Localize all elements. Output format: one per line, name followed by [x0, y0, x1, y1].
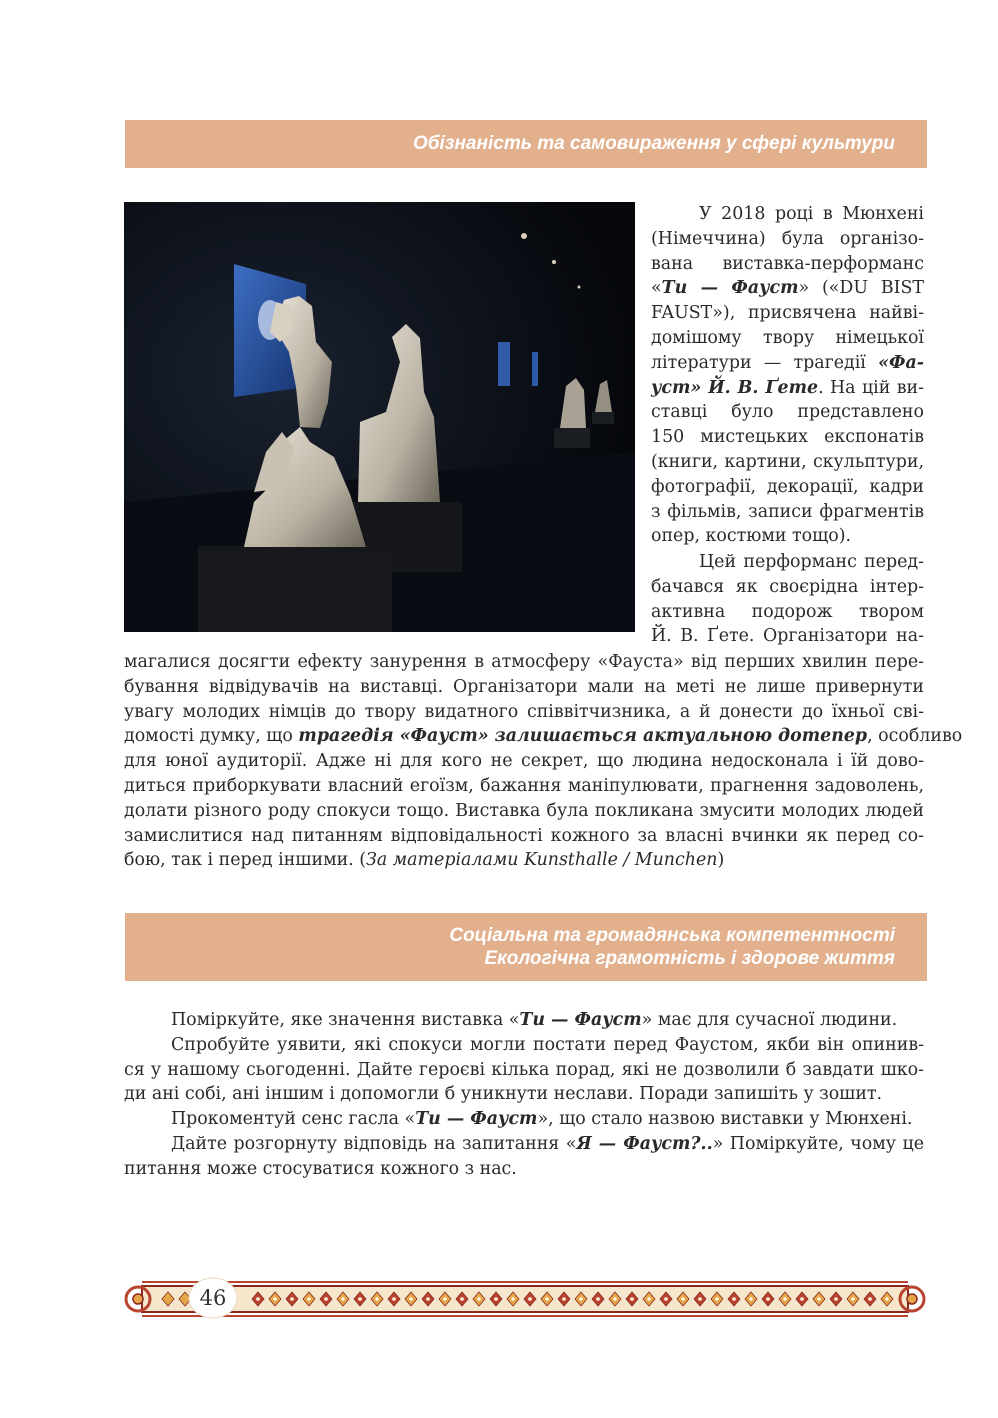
- text-line: вана виставка-перформанс: [651, 253, 924, 274]
- text-line: магалися досягти ефекту занурення в атмосферу «Фауста» від перших хвилин пере-: [124, 652, 924, 672]
- text-line: ставці було представлено: [651, 402, 924, 423]
- text-line: Й. В. Ґете. Організатори на-: [651, 626, 924, 647]
- text-line: уст» Й. В. Ґете. На цій ви-: [651, 377, 924, 398]
- text-line: бування відвідувачів на виставці. Організатори мали на меті не лише привернути: [124, 676, 924, 697]
- text-line: замислитися над питанням відповідальності кожного за власні вчинки як перед со-: [124, 825, 924, 846]
- section-banner-line: Екологічна грамотність і здорове життя: [484, 948, 895, 969]
- text-line: 150 мистецьких експонатів: [651, 427, 924, 448]
- text-line: (книги, картини, скульптури,: [651, 451, 924, 472]
- article-paragraph-1: [651, 202, 924, 549]
- folk-pattern-ornament-icon: [124, 1270, 926, 1328]
- text-line: для юної аудиторії. Адже ні для кого не секрет, що людина недосконала і їй дово-: [124, 751, 924, 772]
- task-3: Прокоментуй сенс гасла «Ти — Фауст», що стало назвою виставки у Мюнхені.: [171, 1109, 913, 1130]
- section-banner-line: Соціальна та громадянська компетентності: [449, 925, 895, 946]
- text-line: увагу молодих німців до твору видатного співвітчизника, а й донести до їхньої сві-: [124, 701, 924, 722]
- text-line: домішому твору німецької: [651, 327, 924, 348]
- tasks-block: [124, 1008, 924, 1182]
- text-line: домості думку, що трагедія «Фауст» залишається актуальною дотепер, особливо: [124, 726, 963, 747]
- task-2-line: Спробуйте уявити, які спокуси могли постати перед Фаустом, якби він опинив-: [171, 1034, 924, 1055]
- article-paragraph-2: [124, 650, 963, 873]
- text-line: «Ти — Фауст» («DU BIST: [651, 278, 924, 299]
- header-banner: [125, 120, 927, 168]
- text-line: (Німеччина) була організо-: [651, 228, 924, 249]
- text-line: активна подорож твором: [651, 601, 924, 622]
- text-line: У 2018 році в Мюнхені: [699, 204, 924, 224]
- text-line: бачався як своєрідна інтер-: [651, 576, 924, 597]
- task-2-line: ди ані собі, ані іншим і допомогли б уникнути неслави. Поради запишіть у зошит.: [124, 1084, 883, 1105]
- text-line: фотографії, декорації, кадри: [651, 476, 924, 497]
- source-citation: За матеріалами Kunsthalle / Munchen: [366, 850, 718, 871]
- text-line: опер, костюми тощо).: [651, 526, 852, 547]
- task-2-line: ся у нашому сьогоденні. Дайте героєві кілька порад, які не дозволили б завдати шко-: [124, 1059, 924, 1080]
- exhibition-photo: [124, 202, 635, 632]
- task-4-line: питання може стосуватися кожного з нас.: [124, 1158, 517, 1179]
- key-statement: трагедія «Фауст» залишається актуальною дотепер: [298, 726, 868, 747]
- task-4-line: Дайте розгорнуту відповідь на запитання «Я — Фауст?..» Поміркуйте, чому це: [171, 1133, 925, 1154]
- text-line: з фільмів, записи фрагментів: [651, 501, 924, 522]
- text-line: FAUST»), присвячена найві-: [651, 303, 924, 324]
- text-line: літератури — трагедії «Фа-: [651, 352, 924, 373]
- text-line: диться приборкувати власний егоїзм, бажання маніпулювати, прагнення задоволень,: [124, 775, 924, 796]
- section-banner-text: [449, 924, 895, 970]
- task-1: Поміркуйте, яке значення виставка «Ти — Фауст» має для сучасної людини.: [171, 1010, 898, 1030]
- header-banner-text: Обізнаність та самовираження у сфері культури: [412, 133, 895, 154]
- section-banner: [125, 913, 927, 981]
- text-line: бою, так і перед іншими. (За матеріалами Kunsthalle / Munchen): [124, 850, 725, 871]
- exhibition-sculptures-icon: [124, 202, 635, 632]
- page-number: 46: [199, 1286, 227, 1310]
- text-line: Цей перформанс перед-: [699, 552, 924, 572]
- article-paragraph-2-side: [651, 550, 924, 649]
- exhibition-title: Ти — Фауст: [661, 278, 799, 299]
- text-line: долати різного роду спокуси тощо. Виставка була покликана змусити молодих людей: [124, 800, 924, 821]
